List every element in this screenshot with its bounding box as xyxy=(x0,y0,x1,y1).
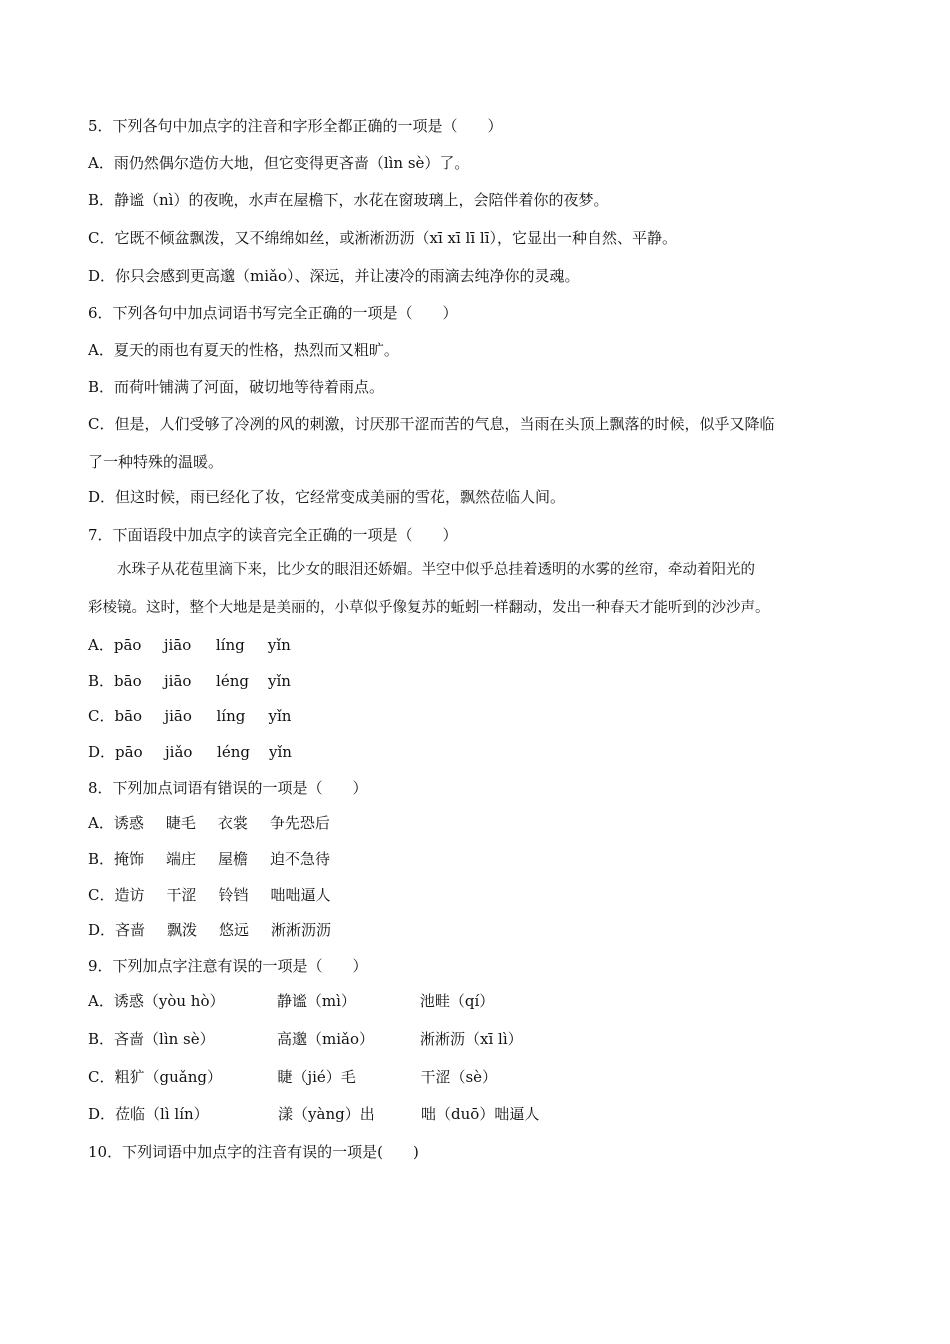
option-label: A． xyxy=(88,992,114,1010)
q8-option-c xyxy=(88,885,890,905)
pinyin: jiāo xyxy=(164,707,192,725)
pinyin: pāo xyxy=(115,743,143,761)
item: 咄（duō）咄逼人 xyxy=(421,1105,540,1123)
option-label: B． xyxy=(88,672,115,690)
option-label: B． xyxy=(88,850,115,868)
q6-option-b: B．而荷叶铺满了河面，破切地等待着雨点。 xyxy=(88,378,385,396)
word: 悠远 xyxy=(219,921,250,939)
option-label: C． xyxy=(88,886,115,904)
word: 争先恐后 xyxy=(269,814,330,832)
q9-option-b xyxy=(88,1029,890,1049)
item: 莅临（lì lín） xyxy=(115,1105,209,1123)
option-label: D． xyxy=(88,743,116,761)
q5-stem: 5．下列各句中加点字的注音和字形全都正确的一项是（ ） xyxy=(88,117,503,135)
option-label: A． xyxy=(88,814,114,832)
item: 诱惑（yòu hò） xyxy=(113,992,225,1010)
q7-passage-line-1: 水珠子从花苞里滴下来，比少女的眼泪还娇媚。半空中似乎总挂着透明的水雾的丝帘，牵动着阳光的 xyxy=(88,562,755,578)
q5-option-c: C．它既不倾盆飘泼，又不绵绵如丝，或淅淅沥沥（xī xī lī lī），它显出一种自然、平静。 xyxy=(88,229,677,247)
word: 迫不急待 xyxy=(270,850,331,868)
item: 静谧（mì） xyxy=(276,992,356,1010)
item: 淅淅沥（xī lì） xyxy=(420,1030,523,1048)
q6-option-a: A．夏天的雨也有夏天的性格，热烈而又粗旷。 xyxy=(88,341,399,359)
q7-option-c xyxy=(88,706,890,726)
pinyin: jiāo xyxy=(164,672,192,690)
q8-option-d xyxy=(88,920,890,940)
word: 铃铛 xyxy=(218,886,249,904)
word: 淅淅沥沥 xyxy=(271,921,332,939)
pinyin: léng xyxy=(217,743,250,761)
item: 干涩（sè） xyxy=(420,1068,498,1086)
option-label: D． xyxy=(88,921,116,939)
q5-option-b: B．静谧（nì）的夜晚，水声在屋檐下，水花在窗玻璃上，会陪伴着你的夜梦。 xyxy=(88,191,609,209)
word: 掩饰 xyxy=(114,850,145,868)
q8-stem: 8．下列加点词语有错误的一项是（ ） xyxy=(88,779,368,797)
q6-option-c-cont: 了一种特殊的温暖。 xyxy=(88,453,224,471)
q10-stem: 10．下列词语中加点字的注音有误的一项是( ) xyxy=(88,1143,419,1161)
q7-option-a xyxy=(88,635,890,655)
pinyin: yǐn xyxy=(268,672,291,690)
q9-option-a xyxy=(88,991,890,1011)
word: 咄咄逼人 xyxy=(270,886,331,904)
item: 粗犷（guǎng） xyxy=(114,1068,222,1086)
q7-passage-line-2: 彩棱镜。这时，整个大地是是美丽的，小草似乎像复苏的蚯蚓一样翻动，发出一种春天才能听到的沙沙声。 xyxy=(88,600,770,616)
word: 屋檐 xyxy=(218,850,249,868)
option-label: B． xyxy=(88,1030,115,1048)
pinyin: jiǎo xyxy=(165,743,193,761)
pinyin: líng xyxy=(216,707,246,725)
item: 吝啬（lìn sè） xyxy=(114,1030,215,1048)
pinyin: yǐn xyxy=(268,707,292,725)
pinyin: pāo xyxy=(113,636,142,654)
q7-stem: 7．下面语段中加点字的读音完全正确的一项是（ ） xyxy=(88,526,458,544)
q6-option-d: D．但这时候，雨已经化了妆，它经常变成美丽的雪花，飘然莅临人间。 xyxy=(88,488,566,506)
item: 池畦（qí） xyxy=(419,992,495,1010)
word: 端庄 xyxy=(166,850,197,868)
pinyin: bāo xyxy=(114,707,143,725)
q6-stem: 6．下列各句中加点词语书写完全正确的一项是（ ） xyxy=(88,304,458,322)
item: 漾（yàng）出 xyxy=(278,1105,375,1123)
word: 睫毛 xyxy=(165,814,196,832)
word: 干涩 xyxy=(166,886,197,904)
item: 高邈（miǎo） xyxy=(277,1030,375,1048)
q8-option-b xyxy=(88,849,890,869)
q8-option-a xyxy=(88,813,890,833)
q7-option-b xyxy=(88,671,890,691)
q9-option-d xyxy=(88,1104,890,1124)
q7-option-d xyxy=(88,742,890,762)
option-label: C． xyxy=(88,707,115,725)
word: 衣裳 xyxy=(217,814,248,832)
pinyin: jiāo xyxy=(163,636,192,654)
option-label: D． xyxy=(88,1105,116,1123)
option-label: C． xyxy=(88,1068,115,1086)
pinyin: yǐn xyxy=(267,636,291,654)
q5-option-d: D．你只会感到更高邈（miǎo）、深远，并让凄冷的雨滴去纯净你的灵魂。 xyxy=(88,267,580,285)
q5-option-a: A．雨仍然偶尔造仿大地，但它变得更吝啬（lìn sè）了。 xyxy=(88,154,470,172)
pinyin: bāo xyxy=(114,672,142,690)
option-label: A． xyxy=(88,636,114,654)
pinyin: líng xyxy=(215,636,245,654)
item: 睫（jié）毛 xyxy=(277,1068,356,1086)
q9-stem: 9．下列加点字注意有误的一项是（ ） xyxy=(88,957,368,975)
word: 吝啬 xyxy=(115,921,146,939)
word: 诱惑 xyxy=(113,814,144,832)
pinyin: yǐn xyxy=(269,743,292,761)
q9-option-c xyxy=(88,1067,890,1087)
pinyin: léng xyxy=(216,672,249,690)
q6-option-c: C．但是，人们受够了冷冽的风的刺激，讨厌那干涩而苦的气息，当雨在头顶上飘落的时候，似乎又降临 xyxy=(88,415,775,433)
word: 造访 xyxy=(114,886,145,904)
word: 飘泼 xyxy=(167,921,198,939)
